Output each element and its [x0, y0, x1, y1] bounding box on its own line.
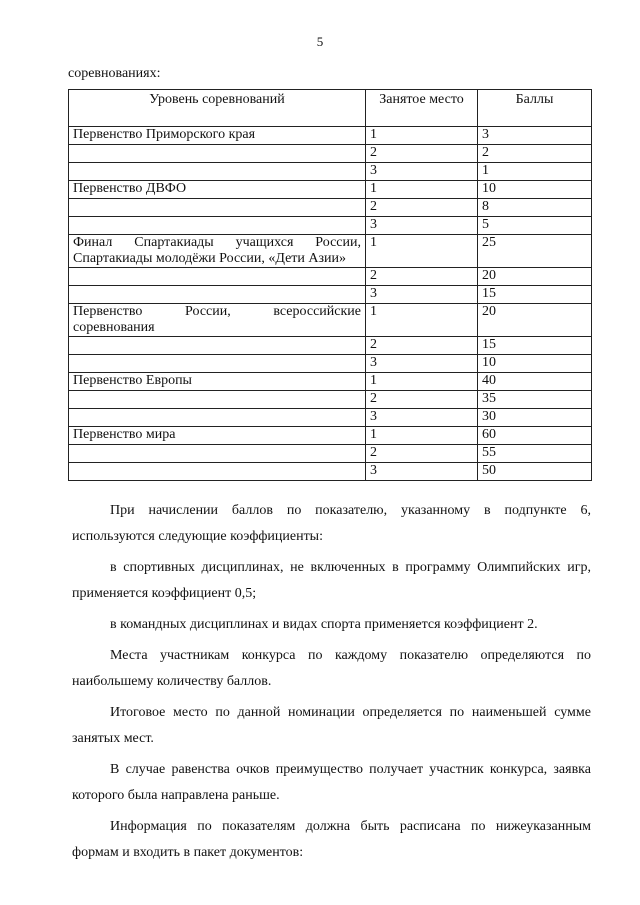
table-row	[69, 337, 592, 355]
cell-points: 3	[478, 127, 592, 145]
cell-place: 3	[366, 463, 478, 481]
table-row	[69, 268, 592, 286]
cell-place: 2	[366, 391, 478, 409]
header-points: Баллы	[478, 90, 592, 127]
table-row	[69, 181, 592, 199]
table-row	[69, 391, 592, 409]
cell-level	[69, 217, 366, 235]
cell-level	[69, 355, 366, 373]
table-row	[69, 445, 592, 463]
competition-points-table	[68, 89, 592, 481]
cell-level	[69, 409, 366, 427]
table-row	[69, 463, 592, 481]
cell-level	[69, 199, 366, 217]
cell-points: 8	[478, 199, 592, 217]
cell-place: 3	[366, 163, 478, 181]
table-row	[69, 235, 592, 268]
cell-level: Первенство ДВФО	[69, 181, 366, 199]
cell-level	[69, 391, 366, 409]
cell-points: 50	[478, 463, 592, 481]
table-row	[69, 304, 592, 337]
header-level: Уровень соревнований	[69, 90, 366, 127]
cell-points: 15	[478, 337, 592, 355]
paragraph: При начислении баллов по показателю, указанному в подпункте 6, используются следующие коэффициенты:	[72, 503, 591, 544]
cell-place: 2	[366, 199, 478, 217]
table-row	[69, 127, 592, 145]
cell-level	[69, 445, 366, 463]
cell-points: 1	[478, 163, 592, 181]
cell-place: 3	[366, 409, 478, 427]
cell-level	[69, 163, 366, 181]
table-row	[69, 427, 592, 445]
table-row	[69, 355, 592, 373]
cell-level: Первенство Приморского края	[69, 127, 366, 145]
cell-place: 3	[366, 355, 478, 373]
cell-points: 5	[478, 217, 592, 235]
cell-level: Первенство мира	[69, 427, 366, 445]
table-row	[69, 286, 592, 304]
cell-points: 20	[478, 304, 592, 337]
cell-place: 3	[366, 217, 478, 235]
cell-place: 2	[366, 145, 478, 163]
cell-level: Первенство Европы	[69, 373, 366, 391]
intro-text: соревнованиях:	[68, 66, 161, 81]
cell-place: 1	[366, 304, 478, 337]
table-row	[69, 145, 592, 163]
paragraph: в командных дисциплинах и видах спорта применяется коэффициент 2.	[110, 617, 538, 632]
cell-level	[69, 463, 366, 481]
cell-points: 25	[478, 235, 592, 268]
cell-level: Первенство России, всероссийские соревнования	[69, 304, 366, 337]
paragraph: Места участникам конкурса по каждому показателю определяются по наибольшему количеству баллов.	[72, 648, 591, 689]
cell-level	[69, 286, 366, 304]
cell-points: 40	[478, 373, 592, 391]
paragraph: В случае равенства очков преимущество получает участник конкурса, заявка которого была направлена раньше.	[72, 762, 591, 803]
cell-points: 20	[478, 268, 592, 286]
cell-place: 1	[366, 127, 478, 145]
cell-level	[69, 268, 366, 286]
table-row	[69, 373, 592, 391]
cell-place: 1	[366, 427, 478, 445]
table-row	[69, 163, 592, 181]
table-row	[69, 217, 592, 235]
cell-points: 15	[478, 286, 592, 304]
table-row	[69, 199, 592, 217]
cell-points: 2	[478, 145, 592, 163]
cell-points: 55	[478, 445, 592, 463]
paragraph: Информация по показателям должна быть расписана по нижеуказанным формам и входить в пакет документов:	[72, 819, 591, 860]
cell-points: 30	[478, 409, 592, 427]
cell-place: 2	[366, 337, 478, 355]
cell-level	[69, 145, 366, 163]
header-place: Занятое место	[366, 90, 478, 127]
cell-level	[69, 337, 366, 355]
cell-place: 1	[366, 373, 478, 391]
body-text	[72, 498, 591, 871]
cell-place: 1	[366, 181, 478, 199]
cell-place: 2	[366, 268, 478, 286]
cell-points: 35	[478, 391, 592, 409]
cell-place: 2	[366, 445, 478, 463]
paragraph: Итоговое место по данной номинации определяется по наименьшей сумме занятых мест.	[72, 705, 591, 746]
paragraph: в спортивных дисциплинах, не включенных в программу Олимпийских игр, применяется коэффициент 0,5;	[72, 560, 591, 601]
cell-level: Финал Спартакиады учащихся России, Спартакиады молодёжи России, «Дети Азии»	[69, 235, 366, 268]
table-row	[69, 409, 592, 427]
cell-points: 60	[478, 427, 592, 445]
cell-place: 3	[366, 286, 478, 304]
cell-points: 10	[478, 181, 592, 199]
cell-place: 1	[366, 235, 478, 268]
table-header-row	[69, 90, 592, 127]
cell-points: 10	[478, 355, 592, 373]
page-number: 5	[316, 34, 324, 49]
